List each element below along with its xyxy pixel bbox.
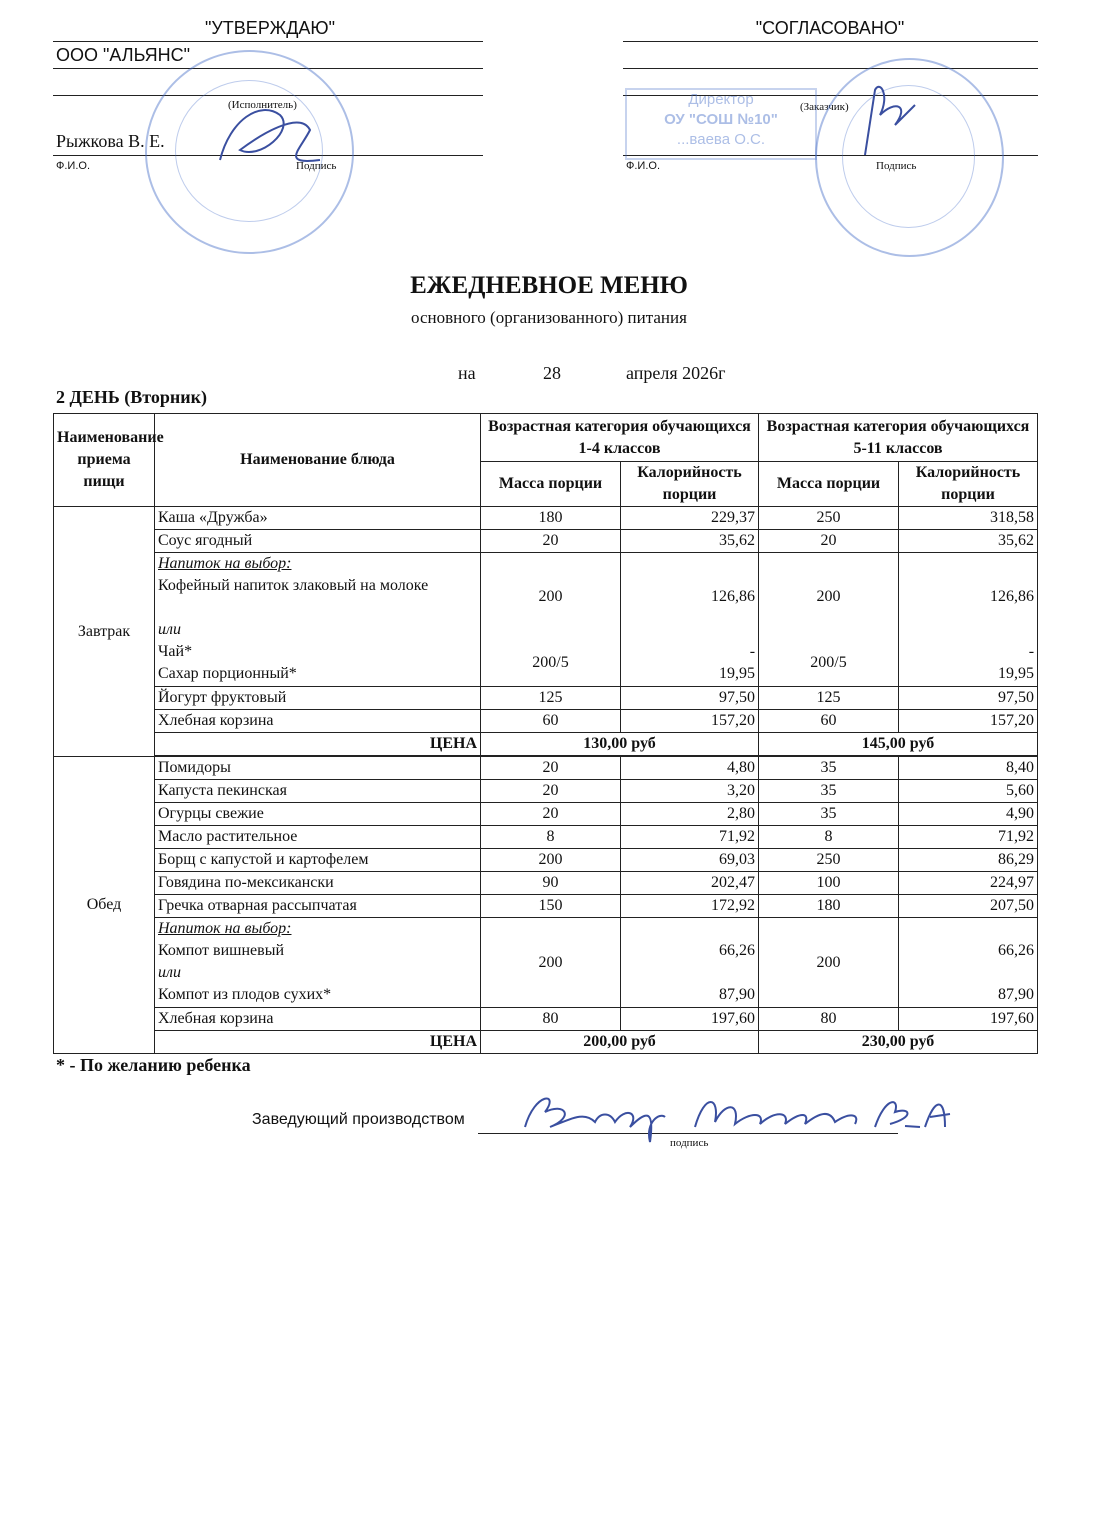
mass-value: 180	[759, 895, 899, 918]
dish-name: Йогурт фруктовый	[155, 687, 481, 710]
agree-label: "СОГЛАСОВАНО"	[755, 18, 905, 38]
calorie-value: 97,50	[621, 687, 759, 710]
drink-choice-label: Напиток на выбор:	[158, 920, 292, 937]
calorie-value: 66,26	[998, 942, 1035, 959]
meal-lunch: Обед	[54, 757, 155, 1054]
mass-value: 250	[759, 507, 899, 530]
price-value: 130,00 руб	[481, 733, 759, 756]
signature-caption-left: Подпись	[296, 160, 337, 172]
calorie-value: 5,60	[899, 780, 1038, 803]
calorie-value: 66,26	[719, 942, 756, 959]
company-name: ООО "АЛЬЯНС"	[56, 45, 190, 65]
calorie-value: 2,80	[621, 803, 759, 826]
mass-value: 20	[759, 530, 899, 553]
calorie-value: 86,29	[899, 849, 1038, 872]
dish-name: Каша «Дружба»	[155, 507, 481, 530]
calorie-value: 207,50	[899, 895, 1038, 918]
calorie-value: 202,47	[621, 872, 759, 895]
dish-name: Огурцы свежие	[155, 803, 481, 826]
table-row	[54, 826, 1038, 849]
calorie-value: 97,50	[899, 687, 1038, 710]
customer-caption: (Заказчик)	[800, 101, 849, 113]
calorie-dash: -	[749, 643, 756, 660]
col-mass-header: Масса порции	[481, 462, 621, 507]
table-row	[54, 895, 1038, 918]
drink-option: Чай*	[158, 643, 193, 660]
price-row	[54, 733, 1038, 756]
executor-signature-icon	[200, 90, 330, 180]
calorie-value: 126,86	[990, 588, 1035, 605]
calorie-value: 71,92	[621, 826, 759, 849]
mass-value: 60	[759, 710, 899, 733]
footnote: * - По желанию ребенка	[56, 1055, 251, 1075]
mass-value: 180	[481, 507, 621, 530]
drink-choice-cell	[155, 918, 481, 1008]
date-day: 28	[543, 363, 561, 383]
price-value: 200,00 руб	[481, 1031, 759, 1054]
mass-value: 125	[481, 687, 621, 710]
calorie-value: 35,62	[621, 530, 759, 553]
calorie-value: 126,86	[711, 588, 756, 605]
mass-value: 200	[481, 918, 621, 1008]
mass-value: 90	[481, 872, 621, 895]
dish-name: Гречка отварная рассыпчатая	[155, 895, 481, 918]
price-row	[54, 1031, 1038, 1054]
calorie-value: 3,20	[621, 780, 759, 803]
mass-value: 35	[759, 780, 899, 803]
calorie-value: 69,03	[621, 849, 759, 872]
drink-cal-cell	[621, 553, 759, 687]
dish-name: Борщ с капустой и картофелем	[155, 849, 481, 872]
col-dish-header: Наименование блюда	[155, 414, 481, 507]
dish-name: Хлебная корзина	[155, 1008, 481, 1031]
calorie-value: 224,97	[899, 872, 1038, 895]
calorie-value: 4,90	[899, 803, 1038, 826]
calorie-value: 87,90	[719, 986, 756, 1003]
page-subtitle: основного (организованного) питания	[411, 308, 687, 327]
table-row	[54, 918, 1038, 1008]
mass-value: 125	[759, 687, 899, 710]
table-row	[54, 1008, 1038, 1031]
page-title: ЕЖЕДНЕВНОЕ МЕНЮ	[410, 272, 688, 299]
drink-option: Кофейный напиток злаковый на молоке	[158, 577, 429, 594]
calorie-dash: -	[1028, 643, 1035, 660]
group1-header: Возрастная категория обучающихся 1-4 классов	[481, 414, 759, 462]
mass-value: 20	[481, 530, 621, 553]
calorie-value: 87,90	[998, 986, 1035, 1003]
dish-name: Помидоры	[155, 757, 481, 780]
day-label: 2 ДЕНЬ (Вторник)	[56, 387, 208, 407]
calorie-value: 197,60	[621, 1008, 759, 1031]
manager-label: Заведующий производством	[252, 1111, 465, 1128]
mass-value: 8	[481, 826, 621, 849]
mass-value: 8	[759, 826, 899, 849]
calorie-value: 157,20	[621, 710, 759, 733]
table-row	[54, 530, 1038, 553]
date-prefix: на	[458, 363, 476, 383]
drink-cal-cell	[899, 918, 1038, 1008]
fio-caption-left: Ф.И.О.	[56, 160, 90, 172]
price-value: 230,00 руб	[759, 1031, 1038, 1054]
col-cal-header: Калорийность порции	[621, 462, 759, 507]
mass-value: 200	[481, 849, 621, 872]
price-value: 145,00 руб	[759, 733, 1038, 756]
table-row	[54, 687, 1038, 710]
approve-label: "УТВЕРЖДАЮ"	[204, 18, 336, 38]
calorie-value: 318,58	[899, 507, 1038, 530]
calorie-value: 229,37	[621, 507, 759, 530]
calorie-value: 71,92	[899, 826, 1038, 849]
mass-value: 20	[481, 780, 621, 803]
mass-value: 200	[759, 918, 899, 1008]
dish-name: Говядина по-мексикански	[155, 872, 481, 895]
dish-name: Масло растительное	[155, 826, 481, 849]
drink-option: Компот из плодов сухих*	[158, 986, 332, 1003]
mass-value: 250	[759, 849, 899, 872]
customer-signature-icon	[855, 75, 925, 165]
manager-signature-caption: подпись	[670, 1137, 709, 1149]
customer-stamp-box	[625, 88, 817, 160]
col-mass-header: Масса порции	[759, 462, 899, 507]
calorie-value: 8,40	[899, 757, 1038, 780]
calorie-value: 197,60	[899, 1008, 1038, 1031]
col-meal-header: Наименование приема пищи	[54, 414, 155, 507]
mass-value: 80	[481, 1008, 621, 1031]
customer-stamp-line: ...ваева О.С.	[676, 131, 766, 148]
fio-caption-right: Ф.И.О.	[626, 160, 660, 172]
drink-option: Сахар порционный*	[158, 665, 297, 682]
mass-value: 35	[759, 757, 899, 780]
mass-value: 200/5	[810, 654, 847, 671]
customer-stamp-line: ОУ "СОШ №10"	[664, 111, 778, 128]
drink-cal-cell	[899, 553, 1038, 687]
table-row	[54, 507, 1038, 530]
or-label: или	[158, 964, 181, 981]
table-row	[54, 803, 1038, 826]
table-row	[54, 710, 1038, 733]
calorie-value: 35,62	[899, 530, 1038, 553]
calorie-value: 19,95	[719, 665, 756, 682]
meal-breakfast: Завтрак	[54, 507, 155, 757]
mass-value: 150	[481, 895, 621, 918]
mass-value: 60	[481, 710, 621, 733]
price-label: ЦЕНА	[155, 1031, 481, 1054]
mass-value: 20	[481, 757, 621, 780]
manager-signature-icon	[505, 1082, 965, 1152]
calorie-value: 19,95	[998, 665, 1035, 682]
date-month-year: апреля 2026г	[626, 363, 726, 383]
calorie-value: 172,92	[621, 895, 759, 918]
mass-value: 100	[759, 872, 899, 895]
customer-stamp-line: Директор	[688, 91, 754, 108]
dish-name: Хлебная корзина	[155, 710, 481, 733]
table-row	[54, 780, 1038, 803]
executor-caption: (Исполнитель)	[228, 99, 297, 111]
group2-header: Возрастная категория обучающихся 5-11 классов	[759, 414, 1038, 462]
table-row	[54, 849, 1038, 872]
mass-value: 200	[538, 588, 563, 605]
mass-value: 80	[759, 1008, 899, 1031]
col-cal-header: Калорийность порции	[899, 462, 1038, 507]
mass-value: 20	[481, 803, 621, 826]
signature-caption-right: Подпись	[876, 160, 917, 172]
mass-value: 35	[759, 803, 899, 826]
dish-name: Соус ягодный	[155, 530, 481, 553]
table-row	[54, 757, 1038, 780]
drink-cal-cell	[621, 918, 759, 1008]
table-row	[54, 553, 1038, 687]
menu-table	[53, 413, 1038, 1054]
drink-mass-cell	[481, 553, 621, 687]
mass-value: 200	[816, 588, 841, 605]
calorie-value: 157,20	[899, 710, 1038, 733]
calorie-value: 4,80	[621, 757, 759, 780]
price-label: ЦЕНА	[155, 733, 481, 756]
drink-choice-cell	[155, 553, 481, 687]
table-row	[54, 872, 1038, 895]
mass-value: 200/5	[532, 654, 569, 671]
drink-mass-cell	[759, 553, 899, 687]
or-label: или	[158, 621, 181, 638]
executor-name: Рыжкова В. Е.	[56, 131, 165, 151]
dish-name: Капуста пекинская	[155, 780, 481, 803]
drink-option: Компот вишневый	[158, 942, 285, 959]
drink-choice-label: Напиток на выбор:	[158, 555, 292, 572]
